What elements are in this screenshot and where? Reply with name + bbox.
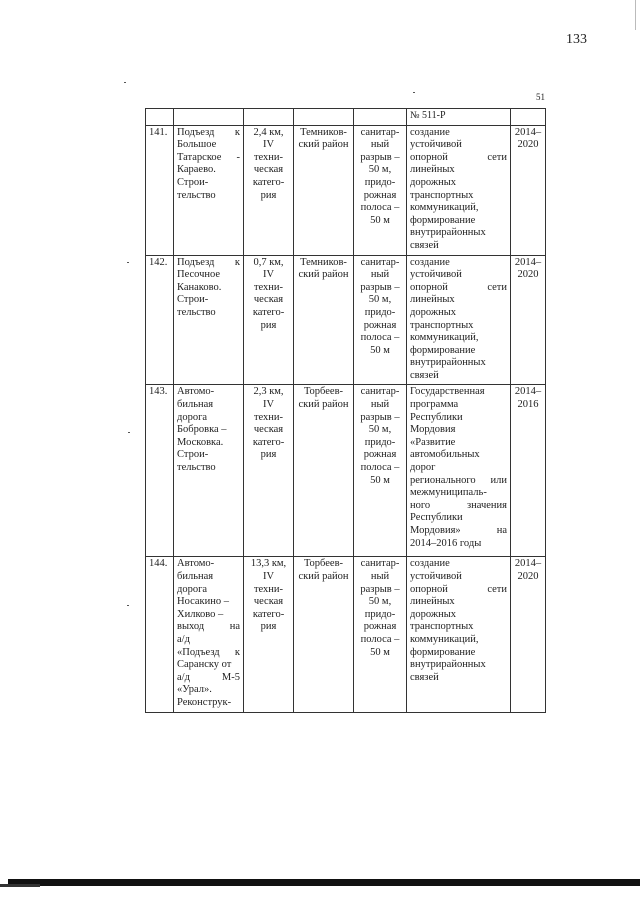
cell-line: IV xyxy=(262,399,275,411)
row-number-cell xyxy=(146,385,174,557)
cell-line: 2020 xyxy=(517,571,539,583)
cell-line: Строи- xyxy=(177,294,209,306)
cell-line: 13,3 км, xyxy=(250,558,287,570)
cell-word: сети xyxy=(487,151,507,163)
cell-line: создание xyxy=(410,558,450,570)
cell-line: Хилково – xyxy=(177,608,224,620)
cell-line: Реконструк- xyxy=(177,697,232,708)
table-row xyxy=(146,385,546,557)
cell-line: Темников- xyxy=(300,256,347,268)
scan-speck xyxy=(128,432,130,433)
zone-cell xyxy=(354,557,407,713)
cell-line: Бобровка – xyxy=(177,424,227,436)
cell-line: формирование xyxy=(410,214,476,226)
cell-word: на xyxy=(229,621,240,633)
cell-line: разрыв – xyxy=(360,411,400,423)
scan-bottom-bar-shadow xyxy=(0,884,40,887)
cell-line xyxy=(410,525,507,538)
cell-line: IV xyxy=(262,571,275,583)
cell-line: катего- xyxy=(252,608,285,620)
row-number: 142. xyxy=(149,256,168,268)
cell-word: к xyxy=(234,646,240,658)
cell-line: техни- xyxy=(253,281,284,293)
cell-line: ческая xyxy=(253,424,284,436)
cell-line: Темников- xyxy=(300,126,347,138)
cell-line: формирование xyxy=(410,344,476,356)
order-number-cell: № 511-Р xyxy=(407,109,511,126)
cell-word: Подъезд xyxy=(177,256,215,268)
scan-speck xyxy=(127,605,129,606)
cell-line: устойчивой xyxy=(410,139,462,151)
cell-word: сети xyxy=(487,281,507,293)
cell-line: полоса – xyxy=(360,634,400,646)
object-name-cell xyxy=(174,255,244,385)
scan-edge-mark xyxy=(635,0,640,30)
cell-word: выход xyxy=(177,621,205,633)
cell-line: 2020 xyxy=(517,139,539,151)
cell-line: 2014– xyxy=(514,386,542,398)
cell-line: дорожных xyxy=(410,306,457,318)
cell-line: дорога xyxy=(177,411,208,423)
cell-line: тельство xyxy=(177,306,216,318)
cell-line: рия xyxy=(260,449,277,461)
term-cell xyxy=(511,255,546,385)
cell-line: придо- xyxy=(364,176,396,188)
cell-line: 50 м xyxy=(370,344,390,356)
object-name-cell xyxy=(174,125,244,255)
cell-line: рожная xyxy=(363,449,397,461)
parameters-cell xyxy=(244,557,294,713)
header-empty-cell xyxy=(174,109,244,126)
cell-line: катего- xyxy=(252,306,285,318)
cell-line: связей xyxy=(410,369,439,381)
district-cell xyxy=(294,125,354,255)
cell-line: IV xyxy=(262,269,275,281)
object-name-cell xyxy=(174,385,244,557)
cell-line: транспортных xyxy=(410,319,474,331)
row-number-cell xyxy=(146,255,174,385)
table-row xyxy=(146,255,546,385)
cell-line: внутрирайонных xyxy=(410,659,486,671)
cell-line: разрыв – xyxy=(360,151,400,163)
cell-line xyxy=(410,282,507,295)
cell-line: 50 м, xyxy=(368,164,392,176)
cell-line: 0,7 км, xyxy=(253,256,284,268)
cell-line: ческая xyxy=(253,294,284,306)
cell-line: санитар- xyxy=(360,256,400,268)
purpose-cell xyxy=(407,385,511,557)
cell-word: Подъезд xyxy=(177,126,215,138)
cell-line xyxy=(410,500,507,513)
cell-line: 2,4 км, xyxy=(253,126,284,138)
cell-word: опорной xyxy=(410,281,448,293)
row-number: 143. xyxy=(149,386,168,398)
cell-line: ский район xyxy=(298,571,349,583)
cell-line: Песочное xyxy=(177,269,221,281)
cell-line: бильная xyxy=(177,571,214,583)
cell-line: «Урал». xyxy=(177,684,212,696)
cell-line: рия xyxy=(260,319,277,331)
cell-line: внутрирайонных xyxy=(410,227,486,239)
cell-line: коммуникаций, xyxy=(410,634,479,646)
cell-line: техни- xyxy=(253,583,284,595)
cell-line: придо- xyxy=(364,306,396,318)
cell-line: линейных xyxy=(410,164,455,176)
cell-line: разрыв – xyxy=(360,583,400,595)
cell-line: программа xyxy=(410,399,459,411)
cell-line: дорожных xyxy=(410,176,457,188)
cell-line: связей xyxy=(410,671,439,683)
roads-table xyxy=(145,108,546,713)
cell-line: полоса – xyxy=(360,462,400,474)
zone-cell xyxy=(354,125,407,255)
header-empty-cell xyxy=(511,109,546,126)
cell-line: линейных xyxy=(410,596,455,608)
cell-line: Московка. xyxy=(177,436,224,448)
cell-word: к xyxy=(234,126,240,138)
object-name-cell xyxy=(174,557,244,713)
cell-line: коммуникаций, xyxy=(410,332,479,344)
cell-line: Автомо- xyxy=(177,558,215,570)
cell-line: Строи- xyxy=(177,176,209,188)
cell-word: «Подъезд xyxy=(177,646,220,658)
cell-line: 50 м xyxy=(370,214,390,226)
cell-word: Татарское xyxy=(177,151,222,163)
cell-line: придо- xyxy=(364,608,396,620)
cell-line: ный xyxy=(370,571,390,583)
cell-line: создание xyxy=(410,256,450,268)
cell-word: М-5 xyxy=(221,671,240,683)
cell-line: катего- xyxy=(252,436,285,448)
cell-line: ский район xyxy=(298,399,349,411)
cell-word: к xyxy=(234,256,240,268)
header-empty-cell xyxy=(146,109,174,126)
cell-line: линейных xyxy=(410,294,455,306)
cell-line xyxy=(410,475,507,488)
cell-line: 2,3 км, xyxy=(253,386,284,398)
cell-line: рожная xyxy=(363,189,397,201)
page-number: 133 xyxy=(566,32,587,47)
cell-line: Носакино – xyxy=(177,596,230,608)
cell-line xyxy=(177,152,240,165)
header-empty-cell xyxy=(244,109,294,126)
cell-line: 2020 xyxy=(517,269,539,281)
cell-line: межмуниципаль- xyxy=(410,487,487,499)
cell-line xyxy=(410,584,507,597)
header-empty-cell xyxy=(354,109,407,126)
cell-line: устойчивой xyxy=(410,269,462,281)
cell-line: Торбеев- xyxy=(303,558,344,570)
cell-line: устойчивой xyxy=(410,571,462,583)
district-cell xyxy=(294,557,354,713)
cell-line: дорога xyxy=(177,583,208,595)
cell-line xyxy=(177,647,240,660)
cell-word: сети xyxy=(487,583,507,595)
cell-line: рия xyxy=(260,621,277,633)
district-cell xyxy=(294,255,354,385)
cell-line: транспортных xyxy=(410,621,474,633)
term-cell xyxy=(511,557,546,713)
cell-line: санитар- xyxy=(360,386,400,398)
row-number-cell xyxy=(146,125,174,255)
cell-line: автомобильных xyxy=(410,449,480,461)
cell-line: коммуникаций, xyxy=(410,202,479,214)
cell-line: связей xyxy=(410,239,439,251)
cell-line: ский район xyxy=(298,269,349,281)
cell-line: создание xyxy=(410,126,450,138)
cell-word: - xyxy=(236,151,240,163)
cell-line: санитар- xyxy=(360,558,400,570)
row-number: 144. xyxy=(149,558,168,570)
cell-line: Республики xyxy=(410,512,463,524)
cell-line: транспортных xyxy=(410,189,474,201)
table-row xyxy=(146,125,546,255)
cell-line: 50 м, xyxy=(368,294,392,306)
cell-line: формирование xyxy=(410,646,476,658)
cell-line: ческая xyxy=(253,164,284,176)
cell-line: 50 м, xyxy=(368,596,392,608)
term-cell xyxy=(511,385,546,557)
cell-line: 2014– xyxy=(514,558,542,570)
cell-line: 50 м xyxy=(370,646,390,658)
cell-line: разрыв – xyxy=(360,281,400,293)
cell-line: техни- xyxy=(253,411,284,423)
table-header-row xyxy=(146,109,546,126)
cell-line: 50 м, xyxy=(368,424,392,436)
cell-line: Большое xyxy=(177,139,217,151)
cell-line: тельство xyxy=(177,462,216,474)
cell-line: ный xyxy=(370,269,390,281)
cell-line: ный xyxy=(370,139,390,151)
sub-page-number: 51 xyxy=(536,92,545,102)
cell-line: рия xyxy=(260,189,277,201)
cell-line: тельство xyxy=(177,189,216,201)
scan-speck xyxy=(124,82,126,83)
cell-line: рожная xyxy=(363,621,397,633)
cell-line: 2014– xyxy=(514,256,542,268)
cell-word: Мордовия» xyxy=(410,525,461,536)
cell-line xyxy=(410,152,507,165)
cell-line: «Развитие xyxy=(410,436,456,448)
cell-line: бильная xyxy=(177,399,214,411)
cell-word: ного xyxy=(410,499,431,511)
cell-line: 2016 xyxy=(517,399,539,411)
purpose-cell xyxy=(407,557,511,713)
cell-line: Саранску от xyxy=(177,659,232,671)
cell-line xyxy=(177,257,240,270)
cell-line: внутрирайонных xyxy=(410,357,486,369)
district-cell xyxy=(294,385,354,557)
cell-line: а/д xyxy=(177,634,190,646)
term-cell xyxy=(511,125,546,255)
scan-bottom-bar xyxy=(8,879,640,886)
cell-line: Мордовия xyxy=(410,424,456,436)
cell-line: придо- xyxy=(364,436,396,448)
parameters-cell xyxy=(244,255,294,385)
cell-line: ческая xyxy=(253,596,284,608)
row-number-cell xyxy=(146,557,174,713)
cell-line: полоса – xyxy=(360,202,400,214)
scan-speck xyxy=(413,92,415,93)
cell-word: опорной xyxy=(410,583,448,595)
purpose-cell xyxy=(407,255,511,385)
cell-line: IV xyxy=(262,139,275,151)
cell-line: Строи- xyxy=(177,449,209,461)
cell-word: а/д xyxy=(177,671,190,683)
cell-word: на xyxy=(496,525,507,536)
cell-line: техни- xyxy=(253,151,284,163)
header-empty-cell xyxy=(294,109,354,126)
cell-word: значения xyxy=(466,499,507,511)
cell-line: ный xyxy=(370,399,390,411)
row-number: 141. xyxy=(149,126,168,138)
cell-line: дорожных xyxy=(410,608,457,620)
cell-line: Республики xyxy=(410,411,463,423)
cell-line: 50 м xyxy=(370,474,390,486)
cell-word: или xyxy=(490,474,507,486)
cell-line: Караево. xyxy=(177,164,216,176)
cell-line: Автомо- xyxy=(177,386,215,398)
parameters-cell xyxy=(244,125,294,255)
cell-line: рожная xyxy=(363,319,397,331)
cell-line: катего- xyxy=(252,176,285,188)
cell-line: полоса – xyxy=(360,332,400,344)
zone-cell xyxy=(354,255,407,385)
purpose-cell xyxy=(407,125,511,255)
cell-line: 2014– xyxy=(514,126,542,138)
cell-line: санитар- xyxy=(360,126,400,138)
cell-line: Торбеев- xyxy=(303,386,344,398)
cell-line: 2014–2016 годы xyxy=(410,537,482,549)
cell-line xyxy=(177,621,240,634)
table-row xyxy=(146,557,546,713)
zone-cell xyxy=(354,385,407,557)
parameters-cell xyxy=(244,385,294,557)
cell-line xyxy=(177,672,240,685)
cell-line: Государственная xyxy=(410,386,485,398)
scan-speck xyxy=(127,262,129,263)
cell-word: регионального xyxy=(410,474,476,486)
cell-line: ский район xyxy=(298,139,349,151)
cell-line: дорог xyxy=(410,462,436,474)
cell-line xyxy=(177,127,240,140)
cell-line: Канаково. xyxy=(177,281,222,293)
cell-word: опорной xyxy=(410,151,448,163)
